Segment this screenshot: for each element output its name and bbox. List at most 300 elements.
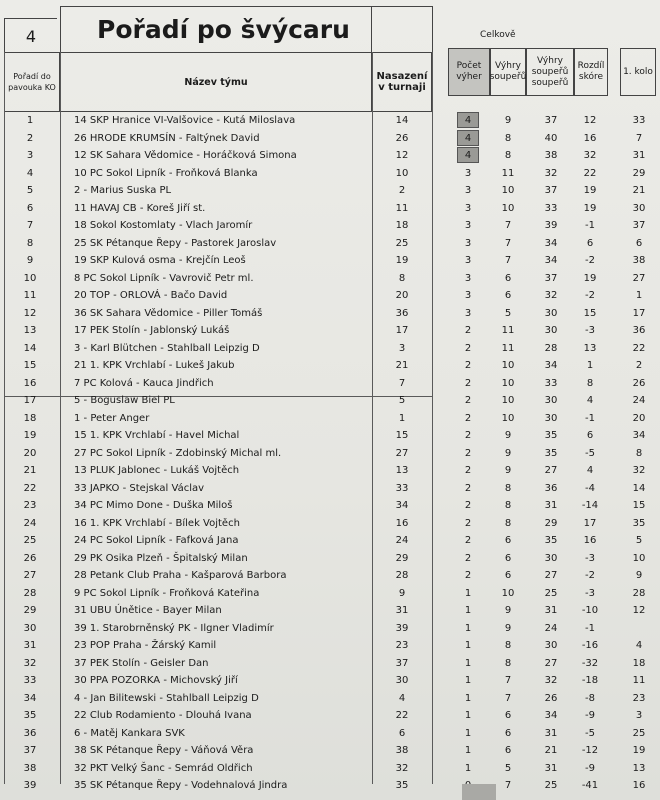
cell-rank: 23 [23, 500, 37, 511]
cell-opp: 8 [504, 517, 512, 529]
cell-oppsc: 38 [544, 150, 558, 161]
cell-opp: 6 [504, 727, 512, 739]
cell-diff: -16 [581, 640, 599, 651]
cell-rank: 8 [26, 237, 34, 249]
cell-wins: 2 [464, 325, 472, 336]
cell-opp: 6 [504, 535, 512, 546]
cell-oppsc: 32 [544, 167, 558, 179]
wins-highlight: 4 [457, 112, 479, 128]
cell-r1: 23 [632, 692, 646, 704]
cell-opp: 10 [501, 587, 515, 599]
cell-wins: 1 [464, 657, 472, 669]
table-row [0, 462, 660, 480]
cell-wins: 1 [464, 710, 472, 721]
page-title: Pořadí po švýcaru [60, 6, 372, 52]
cell-opp: 10 [501, 202, 515, 214]
cell-wins: 2 [464, 360, 472, 371]
cell-seed: 23 [395, 640, 409, 651]
cell-diff: 22 [583, 167, 597, 179]
header-opp-opp-wins: Výhry soupeřů soupeřů [526, 48, 574, 96]
table-row [0, 217, 660, 235]
cell-diff: 16 [583, 132, 597, 144]
cell-oppsc: 37 [544, 115, 558, 126]
cell-diff: -9 [585, 710, 595, 721]
cell-opp: 9 [504, 115, 512, 126]
cell-opp: 10 [501, 185, 515, 196]
cell-wins [448, 112, 488, 130]
table-row [0, 165, 660, 183]
cell-diff: 12 [583, 115, 597, 126]
cell-oppsc: 26 [544, 692, 558, 704]
title-side-box [372, 6, 433, 53]
cell-seed: 22 [395, 710, 409, 721]
cell-wins: 3 [464, 255, 472, 266]
cell-seed: 34 [395, 500, 409, 511]
table-row [0, 112, 660, 130]
cell-team: 12 SK Sahara Vědomice - Horáčková Simona [74, 150, 297, 161]
cell-r1: 29 [632, 167, 646, 179]
cell-seed: 28 [395, 570, 409, 581]
cell-opp: 7 [504, 237, 512, 249]
cell-seed: 7 [398, 377, 406, 389]
cell-seed: 24 [395, 535, 409, 546]
cell-r1: 13 [632, 762, 646, 774]
cell-opp: 9 [504, 622, 512, 634]
cell-oppsc: 30 [544, 640, 558, 651]
table-row [0, 760, 660, 778]
cell-opp: 11 [501, 167, 515, 179]
cell-oppsc: 30 [544, 325, 558, 336]
cell-r1: 10 [632, 552, 646, 564]
cell-r1: 24 [632, 395, 646, 406]
cell-seed: 33 [395, 482, 409, 494]
cell-team: 26 HRODE KRUMSÍN - Faltýnek David [74, 132, 260, 144]
cell-opp: 5 [504, 307, 512, 319]
cell-diff: -10 [581, 605, 599, 616]
cell-team: 5 - Boguslaw Biel PL [74, 395, 175, 406]
header-rank: Pořadí do pavouka KO [4, 52, 60, 112]
cell-r1: 8 [635, 447, 643, 459]
table-row [0, 707, 660, 725]
cell-team: 36 SK Sahara Vědomice - Piller Tomáš [74, 307, 263, 319]
cell-seed: 36 [395, 307, 409, 319]
cell-opp: 9 [504, 465, 512, 476]
cell-seed: 38 [395, 745, 409, 756]
cell-oppsc: 30 [544, 412, 558, 424]
cell-team: 27 PC Sokol Lipník - Zdobinský Michal ml. [74, 447, 282, 459]
cell-r1: 7 [635, 132, 643, 144]
cell-opp: 9 [504, 447, 512, 459]
cell-wins: 3 [464, 202, 472, 214]
cell-oppsc: 24 [544, 622, 558, 634]
table-row [0, 777, 660, 795]
cell-rank: 28 [23, 587, 37, 599]
cell-r1: 30 [632, 202, 646, 214]
cell-rank: 20 [23, 447, 37, 459]
cell-oppsc: 39 [544, 220, 558, 231]
cell-team: 18 Sokol Kostomlaty - Vlach Jaromír [74, 220, 253, 231]
cell-team: 3 - Karl Blütchen - Stahlball Leipzig D [74, 342, 260, 354]
cell-wins: 2 [464, 342, 472, 354]
cell-wins: 1 [464, 622, 472, 634]
cell-oppsc: 37 [544, 185, 558, 196]
table-row [0, 322, 660, 340]
cell-seed: 3 [398, 342, 406, 354]
cell-r1: 2 [635, 360, 643, 371]
cell-rank: 11 [23, 290, 37, 301]
cell-oppsc: 32 [544, 290, 558, 301]
cell-team: 33 JAPKO - Stejskal Václav [74, 482, 205, 494]
table-row [0, 357, 660, 375]
cell-opp: 10 [501, 412, 515, 424]
cell-rank: 38 [23, 762, 37, 774]
cell-team: 11 HAVAJ CB - Koreš Jiří st. [74, 202, 206, 214]
cell-seed: 35 [395, 780, 409, 791]
cell-diff: -3 [585, 325, 595, 336]
cell-diff: 19 [583, 185, 597, 196]
cell-opp: 11 [501, 342, 515, 354]
cell-rank: 30 [23, 622, 37, 634]
cell-team: 21 1. KPK Vrchlabí - Lukeš Jakub [74, 360, 235, 371]
cell-rank: 3 [26, 150, 34, 161]
cell-opp: 7 [504, 255, 512, 266]
cell-wins: 2 [464, 395, 472, 406]
cell-team: 35 SK Pétanque Řepy - Vodehnalová Jindra [74, 780, 288, 791]
cell-team: 38 SK Pétanque Řepy - Váňová Věra [74, 745, 254, 756]
cell-diff: -2 [585, 570, 595, 581]
cell-oppsc: 29 [544, 517, 558, 529]
cell-opp: 7 [504, 692, 512, 704]
cell-rank: 10 [23, 272, 37, 284]
table-row [0, 532, 660, 550]
cell-wins: 3 [464, 220, 472, 231]
cell-opp: 6 [504, 710, 512, 721]
cell-rank: 2 [26, 132, 34, 144]
cell-seed: 20 [395, 290, 409, 301]
cell-wins: 1 [464, 692, 472, 704]
cell-rank: 17 [23, 395, 37, 406]
cell-team: 7 PC Kolová - Kauca Jindřich [74, 377, 214, 389]
cell-oppsc: 25 [544, 587, 558, 599]
cell-wins: 2 [464, 517, 472, 529]
table-row [0, 515, 660, 533]
header-round1: 1. kolo [620, 48, 656, 96]
cell-team: 15 1. KPK Vrchlabí - Havel Michal [74, 430, 240, 441]
cell-seed: 13 [395, 465, 409, 476]
cell-wins: 3 [464, 272, 472, 284]
cell-seed: 32 [395, 762, 409, 774]
cell-r1: 37 [632, 220, 646, 231]
cell-opp: 8 [504, 150, 512, 161]
cell-rank: 37 [23, 745, 37, 756]
cell-rank: 13 [23, 325, 37, 336]
cell-seed: 39 [395, 622, 409, 634]
cell-seed: 25 [395, 237, 409, 249]
table-row [0, 340, 660, 358]
cell-rank: 26 [23, 552, 37, 564]
cell-oppsc: 34 [544, 237, 558, 249]
table-row [0, 445, 660, 463]
cell-opp: 11 [501, 325, 515, 336]
bottom-tab [462, 784, 496, 800]
cell-diff: -4 [585, 482, 595, 494]
table-row [0, 392, 660, 410]
cell-r1: 18 [632, 657, 646, 669]
cell-seed: 29 [395, 552, 409, 564]
cell-rank: 7 [26, 220, 34, 231]
cell-team: 34 PC Mimo Done - Duška Miloš [74, 500, 233, 511]
header-team: Název týmu [60, 52, 372, 112]
cell-opp: 10 [501, 395, 515, 406]
cell-oppsc: 37 [544, 272, 558, 284]
table-row [0, 130, 660, 148]
table-row [0, 410, 660, 428]
cell-oppsc: 36 [544, 482, 558, 494]
cell-wins: 2 [464, 482, 472, 494]
cell-oppsc: 34 [544, 255, 558, 266]
cell-team: 2 - Marius Suska PL [74, 185, 172, 196]
cell-wins: 3 [464, 290, 472, 301]
cell-seed: 18 [395, 220, 409, 231]
cell-diff: 8 [586, 377, 594, 389]
cell-oppsc: 25 [544, 780, 558, 791]
cell-team: 29 PK Osika Plzeň - Špitalský Milan [74, 552, 248, 564]
cell-wins: 3 [464, 185, 472, 196]
cell-team: 10 PC Sokol Lipník - Froňková Blanka [74, 167, 258, 179]
cell-rank: 18 [23, 412, 37, 424]
cell-r1: 27 [632, 272, 646, 284]
cell-opp: 9 [504, 605, 512, 616]
cell-opp: 7 [504, 780, 512, 791]
cell-rank: 21 [23, 465, 37, 476]
cell-r1: 11 [632, 675, 646, 686]
cell-rank: 34 [23, 692, 37, 704]
table-row [0, 672, 660, 690]
cell-opp: 8 [504, 657, 512, 669]
cell-diff: -5 [585, 447, 595, 459]
cell-wins: 2 [464, 500, 472, 511]
cell-rank: 27 [23, 570, 37, 581]
table-row [0, 567, 660, 585]
table-row [0, 375, 660, 393]
header-opp-wins: Výhry soupeřů [490, 48, 526, 96]
cell-rank: 15 [23, 360, 37, 371]
cell-opp: 9 [504, 430, 512, 441]
cell-opp: 5 [504, 762, 512, 774]
cell-wins: 2 [464, 412, 472, 424]
cell-oppsc: 28 [544, 342, 558, 354]
cell-seed: 31 [395, 605, 409, 616]
cell-r1: 14 [632, 482, 646, 494]
cell-rank: 4 [26, 167, 34, 179]
cell-rank: 14 [23, 342, 37, 354]
cell-opp: 10 [501, 360, 515, 371]
cell-wins: 3 [464, 237, 472, 249]
table-row [0, 182, 660, 200]
table-row [0, 287, 660, 305]
cell-team: 4 - Jan Bilitewski - Stahlball Leipzig D [74, 692, 259, 704]
cell-diff: 4 [586, 465, 594, 476]
cell-oppsc: 31 [544, 500, 558, 511]
cell-oppsc: 33 [544, 377, 558, 389]
cell-r1: 19 [632, 745, 646, 756]
cell-diff: -1 [585, 622, 595, 634]
cell-rank: 5 [26, 185, 34, 196]
cell-team: 25 SK Pétanque Řepy - Pastorek Jaroslav [74, 237, 277, 249]
cell-diff: -8 [585, 692, 595, 704]
cell-diff: -12 [581, 745, 599, 756]
cell-rank: 25 [23, 535, 37, 546]
table-row [0, 427, 660, 445]
cell-seed: 27 [395, 447, 409, 459]
cell-seed: 19 [395, 255, 409, 266]
cell-wins: 2 [464, 377, 472, 389]
cell-wins: 2 [464, 552, 472, 564]
cell-diff: 19 [583, 202, 597, 214]
celkove-label: Celkově [480, 30, 516, 40]
cell-r1: 22 [632, 342, 646, 354]
cell-oppsc: 30 [544, 307, 558, 319]
cell-seed: 30 [395, 675, 409, 686]
cell-opp: 10 [501, 377, 515, 389]
cell-diff: 16 [583, 535, 597, 546]
cell-team: 16 1. KPK Vrchlabí - Bílek Vojtěch [74, 517, 240, 529]
cell-oppsc: 31 [544, 727, 558, 739]
cell-diff: 6 [586, 237, 594, 249]
cell-oppsc: 33 [544, 202, 558, 214]
cell-wins: 2 [464, 430, 472, 441]
wins-highlight: 4 [457, 147, 479, 163]
cell-rank: 29 [23, 605, 37, 616]
cell-r1: 21 [632, 185, 646, 196]
cell-r1: 35 [632, 517, 646, 529]
cell-team: 22 Club Rodamiento - Dlouhá Ivana [74, 710, 252, 721]
cell-oppsc: 35 [544, 447, 558, 459]
cell-oppsc: 27 [544, 465, 558, 476]
cell-r1: 32 [632, 465, 646, 476]
cell-team: 8 PC Sokol Lipník - Vavrovič Petr ml. [74, 272, 254, 284]
sheet-number: 4 [4, 18, 57, 53]
cell-seed: 1 [398, 412, 406, 424]
cell-seed: 9 [398, 587, 406, 599]
cell-opp: 6 [504, 290, 512, 301]
cell-wins: 2 [464, 465, 472, 476]
table-row [0, 305, 660, 323]
cell-rank: 36 [23, 727, 37, 739]
cell-r1: 33 [632, 115, 646, 126]
cell-rank: 16 [23, 377, 37, 389]
cell-wins: 1 [464, 745, 472, 756]
cell-r1: 4 [635, 640, 643, 651]
cell-wins [448, 130, 488, 148]
cell-team: 6 - Matěj Kankara SVK [74, 727, 185, 739]
cell-r1: 36 [632, 325, 646, 336]
cell-diff: -3 [585, 552, 595, 564]
cell-opp: 6 [504, 570, 512, 581]
cell-r1: 28 [632, 587, 646, 599]
table-row [0, 585, 660, 603]
cell-seed: 4 [398, 692, 406, 704]
cell-seed: 12 [395, 150, 409, 161]
cell-team: 17 PEK Stolín - Jablonský Lukáš [74, 325, 230, 336]
cell-r1: 9 [635, 570, 643, 581]
cell-rank: 19 [23, 430, 37, 441]
cell-oppsc: 31 [544, 605, 558, 616]
cell-seed: 14 [395, 115, 409, 126]
cell-diff: -32 [581, 657, 599, 669]
cell-team: 37 PEK Stolín - Geisler Dan [74, 657, 209, 669]
cell-opp: 8 [504, 500, 512, 511]
cell-rank: 39 [23, 780, 37, 791]
cell-team: 31 UBU Únětice - Bayer Milan [74, 605, 222, 616]
cell-oppsc: 21 [544, 745, 558, 756]
cell-diff: -14 [581, 500, 599, 511]
cell-seed: 37 [395, 657, 409, 669]
cell-oppsc: 34 [544, 710, 558, 721]
cell-r1: 12 [632, 605, 646, 616]
cell-wins: 1 [464, 605, 472, 616]
cell-opp: 7 [504, 220, 512, 231]
cell-diff: -5 [585, 727, 595, 739]
cell-diff: 4 [586, 395, 594, 406]
table-row [0, 147, 660, 165]
cell-r1: 3 [635, 710, 643, 721]
cell-team: 28 Petank Club Praha - Kašparová Barbora [74, 570, 287, 581]
cell-opp: 6 [504, 745, 512, 756]
cell-diff: 13 [583, 342, 597, 354]
cell-diff: 17 [583, 517, 597, 529]
cell-team: 19 SKP Kulová osma - Krejčín Leoš [74, 255, 246, 266]
header-seed: Nasazení v turnaji [372, 52, 432, 112]
cell-wins: 1 [464, 762, 472, 774]
cell-wins: 2 [464, 570, 472, 581]
cell-oppsc: 27 [544, 570, 558, 581]
table-row [0, 620, 660, 638]
cell-team: 13 PLUK Jablonec - Lukáš Vojtěch [74, 465, 240, 476]
table-row [0, 690, 660, 708]
cell-team: 9 PC Sokol Lipník - Froňková Kateřina [74, 587, 260, 599]
cell-diff: 6 [586, 430, 594, 441]
wins-highlight: 4 [457, 130, 479, 146]
cell-team: 23 POP Praha - Žárský Kamil [74, 640, 217, 651]
cell-diff: -2 [585, 290, 595, 301]
cell-rank: 31 [23, 640, 37, 651]
cell-seed: 5 [398, 395, 406, 406]
cell-r1: 34 [632, 430, 646, 441]
cell-opp: 7 [504, 675, 512, 686]
cell-r1: 17 [632, 307, 646, 319]
cell-rank: 32 [23, 657, 37, 669]
cell-oppsc: 27 [544, 657, 558, 669]
cell-rank: 33 [23, 675, 37, 686]
cell-team: 32 PKT Velký Šanc - Semrád Oldřich [74, 762, 253, 774]
table-row [0, 655, 660, 673]
cell-diff: 15 [583, 307, 597, 319]
cell-wins: 1 [464, 640, 472, 651]
cell-rank: 35 [23, 710, 37, 721]
table-row [0, 200, 660, 218]
cell-oppsc: 35 [544, 430, 558, 441]
cell-seed: 11 [395, 202, 409, 214]
cell-team: 20 TOP - ORLOVÁ - Bačo David [74, 290, 228, 301]
cell-diff: -2 [585, 255, 595, 266]
cell-seed: 16 [395, 517, 409, 529]
cell-diff: -9 [585, 762, 595, 774]
cell-wins: 3 [464, 307, 472, 319]
cell-diff: -41 [581, 780, 599, 791]
cell-seed: 21 [395, 360, 409, 371]
cell-r1: 31 [632, 150, 646, 161]
